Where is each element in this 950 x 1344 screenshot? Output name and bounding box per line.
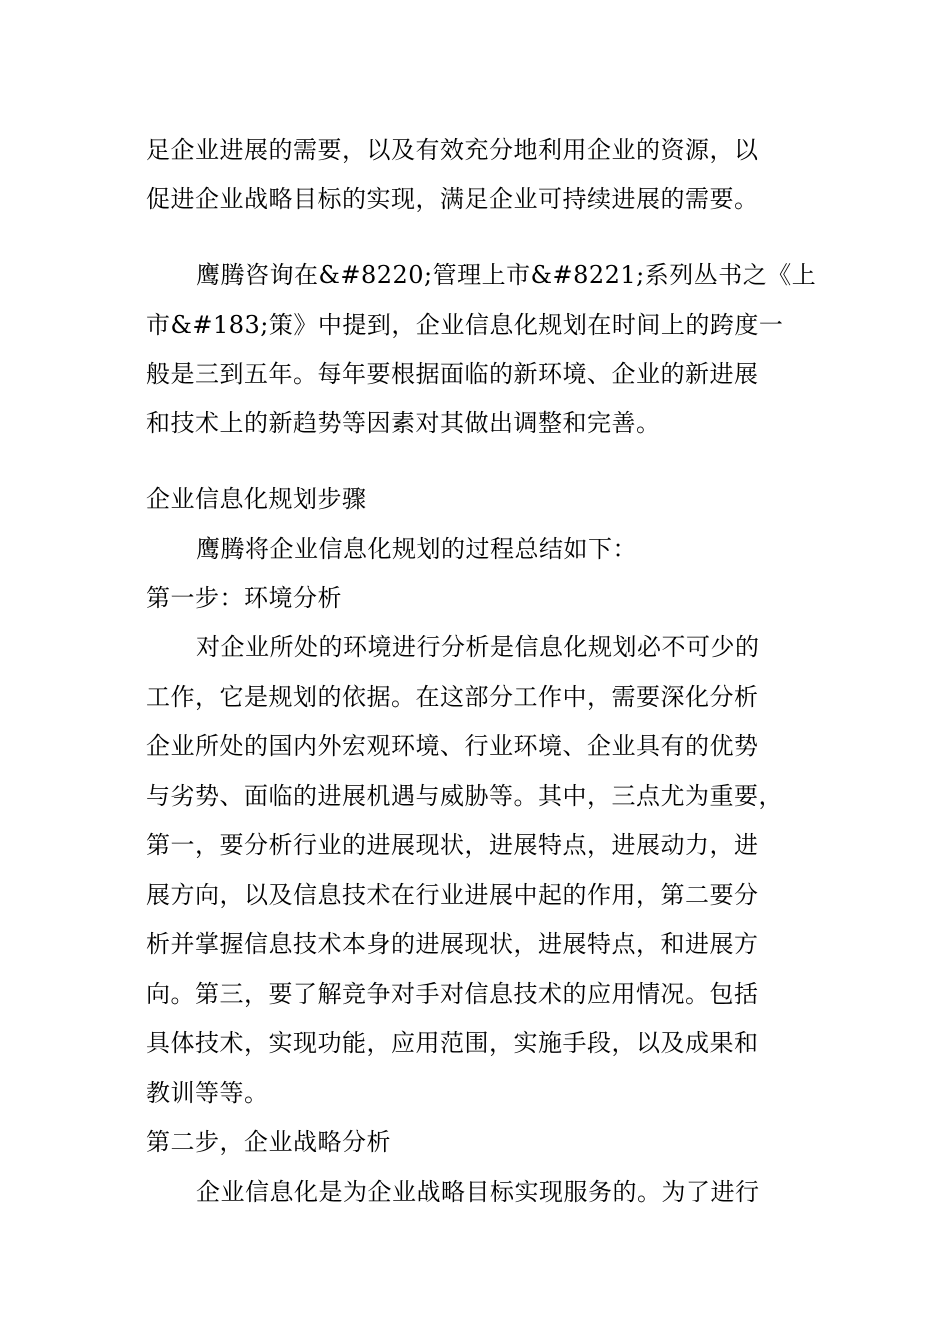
- section-heading: 企业信息化规划步骤: [146, 485, 367, 513]
- text-line-12: 企业所处的国内外宏观环境、行业环境、企业具有的优势: [146, 732, 759, 760]
- text-line-8: 鹰腾将企业信息化规划的过程总结如下：: [196, 535, 637, 563]
- text-line-5: 般是三到五年。每年要根据面临的新环境、企业的新进展: [146, 360, 759, 388]
- text-line-2: 促进企业战略目标的实现，满足企业可持续进展的需要。: [146, 185, 759, 213]
- text-line-3: 鹰腾咨询在&#8220;管理上市&#8221;系列丛书之《上: [196, 261, 817, 289]
- step-heading-1: 第一步：环境分析: [146, 584, 342, 612]
- text-line-11: 工作，它是规划的依据。在这部分工作中，需要深化分析: [146, 683, 759, 711]
- text-line-15: 展方向，以及信息技术在行业进展中起的作用，第二要分: [146, 881, 759, 909]
- step-heading-2: 第二步，企业战略分析: [146, 1128, 391, 1156]
- text-line-6: 和技术上的新趋势等因素对其做出调整和完善。: [146, 409, 661, 437]
- text-line-14: 第一，要分析行业的进展现状，进展特点，进展动力，进: [146, 831, 759, 859]
- text-line-17: 向。第三，要了解竞争对手对信息技术的应用情况。包括: [146, 980, 759, 1008]
- text-line-4: 市&#183;策》中提到，企业信息化规划在时间上的跨度一: [146, 311, 784, 339]
- text-line-10: 对企业所处的环境进行分析是信息化规划必不可少的: [196, 633, 760, 661]
- text-line-13: 与劣势、面临的进展机遇与威胁等。其中，三点尤为重要，: [146, 782, 783, 810]
- text-line-18: 具体技术，实现功能，应用范围，实施手段，以及成果和: [146, 1029, 759, 1057]
- text-line-1: 足企业进展的需要，以及有效充分地利用企业的资源，以: [146, 136, 759, 164]
- text-line-16: 析并掌握信息技术本身的进展现状，进展特点，和进展方: [146, 930, 759, 958]
- text-line-21: 企业信息化是为企业战略目标实现服务的。为了进行: [196, 1178, 760, 1206]
- text-line-19: 教训等等。: [146, 1079, 269, 1107]
